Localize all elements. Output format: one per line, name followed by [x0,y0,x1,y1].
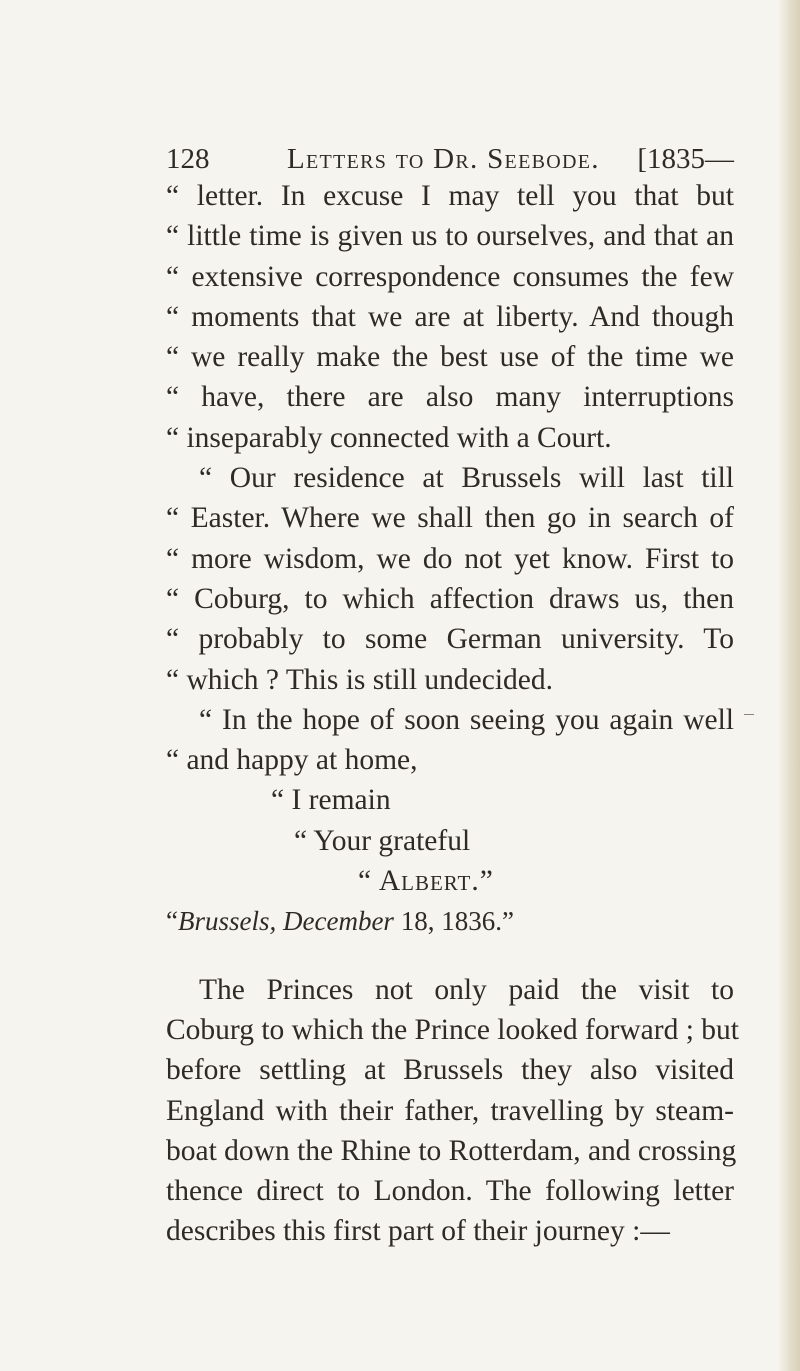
letter-line: “ inseparably connected with a Court. [166,421,612,454]
letter-line: “ moments that we are at liberty. And though [166,300,734,333]
narrative-line: describes this first part of their journey :— [166,1215,670,1248]
running-year: [1835— [637,143,734,175]
narrative-line: Coburg to which the Prince looked forward ; but [166,1013,739,1046]
letter-dateline [166,901,734,941]
dateline-place-date: Brussels, December [177,906,394,937]
letter-closing: “ Your grateful [294,824,471,857]
page-number: 128 [166,143,210,175]
narrative-line: before settling at Brussels they also visited [166,1054,734,1087]
running-title: Letters to Dr. Seebode. [287,143,600,175]
paragraph-gap [166,942,734,970]
letter-line: “ which ? This is still undecided. [166,663,553,696]
page-edge-shadow [778,0,800,1371]
letter-signature [166,861,734,901]
letter-line: “ letter. In excuse I may tell you that but [166,180,734,212]
letter-line: “ Easter. Where we shall then go in search of [166,502,734,535]
letter-line: “ extensive correspondence consumes the few [166,260,734,293]
letter-line: “ more wisdom, we do not yet know. First to [166,542,734,575]
narrative-line: England with their father, travelling by steam- [166,1094,734,1127]
letter-line: “ In the hope of soon seeing you again well [199,703,734,736]
letter-line: “ and happy at home, [166,744,418,777]
dateline-open-quote: “ [166,906,178,937]
letter-closing: “ I remain [271,784,391,817]
letter-line: “ probably to some German university. To [166,623,734,656]
letter-line: “ Coburg, to which affection draws us, then [166,582,734,615]
narrative-line: The Princes not only paid the visit to [199,973,734,1006]
page-body [166,176,739,1252]
letter-line: “ little time is given us to ourselves, and that an [166,220,734,253]
narrative-line: boat down the Rhine to Rotterdam, and crossing [166,1134,737,1167]
printer-mark [744,714,754,715]
dateline-rest: 18, 1836.” [393,906,514,937]
narrative-line: thence direct to London. The following letter [166,1175,734,1208]
letter-line: “ we really make the best use of the time we [166,341,734,374]
letter-line: “ Our residence at Brussels will last till [199,462,734,495]
signature-text: “ Albert.” [358,865,494,898]
letter-line: “ have, there are also many interruptions [166,381,734,414]
